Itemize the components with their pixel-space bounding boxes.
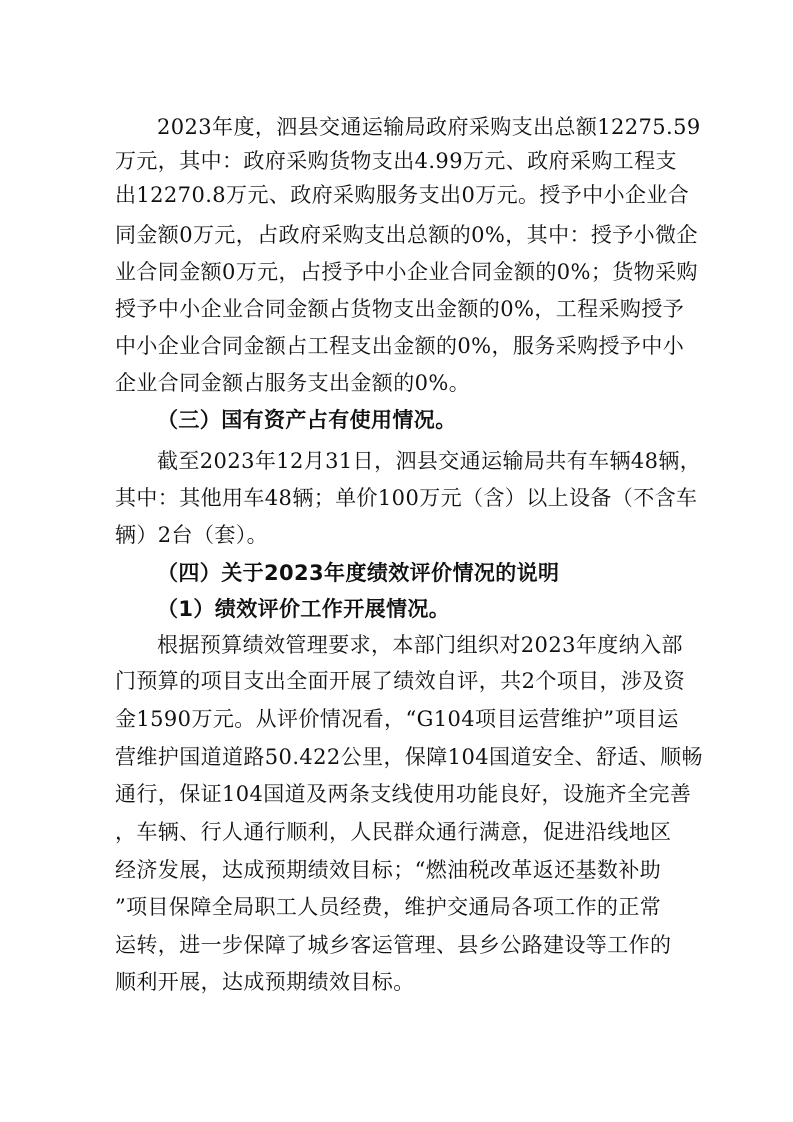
paragraph-line: 出12270.8万元、政府采购服务支出0万元。授予中小企业合	[115, 183, 690, 207]
paragraph-line: 同金额0万元，占政府采购支出总额的0%，其中：授予小微企	[115, 223, 698, 247]
subsection-heading: （1）绩效评价工作开展情况。	[157, 597, 451, 621]
paragraph-line: 其中：其他用车48辆；单价100万元（含）以上设备（不含车	[115, 486, 698, 510]
paragraph-line: 金1590万元。从评价情况看，“G104项目运营维护”项目运	[115, 707, 679, 731]
paragraph-line: 中小企业合同金额占工程支出金额的0%，服务采购授予中小	[115, 334, 685, 358]
paragraph-line: 通行，保证104国道及两条支线使用功能良好，设施齐全完善	[115, 782, 692, 806]
paragraph-line: 营维护国道道路50.422公里，保障104国道安全、舒适、顺畅	[115, 745, 703, 769]
paragraph-line: 根据预算绩效管理要求，本部门组织对2023年度纳入部	[157, 633, 683, 657]
paragraph-line: 截至2023年12月31日，泗县交通运输局共有车辆48辆，	[157, 449, 702, 473]
paragraph-line: 万元，其中：政府采购货物支出4.99万元、政府采购工程支	[115, 149, 677, 173]
paragraph-line: 2023年度，泗县交通运输局政府采购支出总额12275.59	[157, 115, 701, 139]
paragraph-line: 运转，进一步保障了城乡客运管理、县乡公路建设等工作的	[115, 933, 672, 957]
section-heading: （四）关于2023年度绩效评价情况的说明	[157, 561, 560, 585]
paragraph-line: 辆）2台（套）。	[115, 523, 269, 547]
paragraph-line: 门预算的项目支出全面开展了绩效自评，共2个项目，涉及资	[115, 669, 686, 693]
paragraph-line: 顺利开展，达成预期绩效目标。	[115, 970, 415, 994]
section-heading: （三）国有资产占有使用情况。	[157, 408, 457, 432]
paragraph-line: 授予中小企业合同金额占货物支出金额的0%，工程采购授予	[115, 297, 685, 321]
paragraph-line: ”项目保障全局职工人员经费，维护交通局各项工作的正常	[115, 895, 662, 919]
paragraph-line: 企业合同金额占服务支出金额的0%。	[115, 371, 471, 395]
paragraph-line: ，车辆、行人通行顺利，人民群众通行满意，促进沿线地区	[115, 820, 672, 844]
paragraph-line: 业合同金额0万元，占授予中小企业合同金额的0%；货物采购	[115, 260, 698, 284]
paragraph-line: 经济发展，达成预期绩效目标；“燃油税改革返还基数补助	[115, 858, 662, 882]
